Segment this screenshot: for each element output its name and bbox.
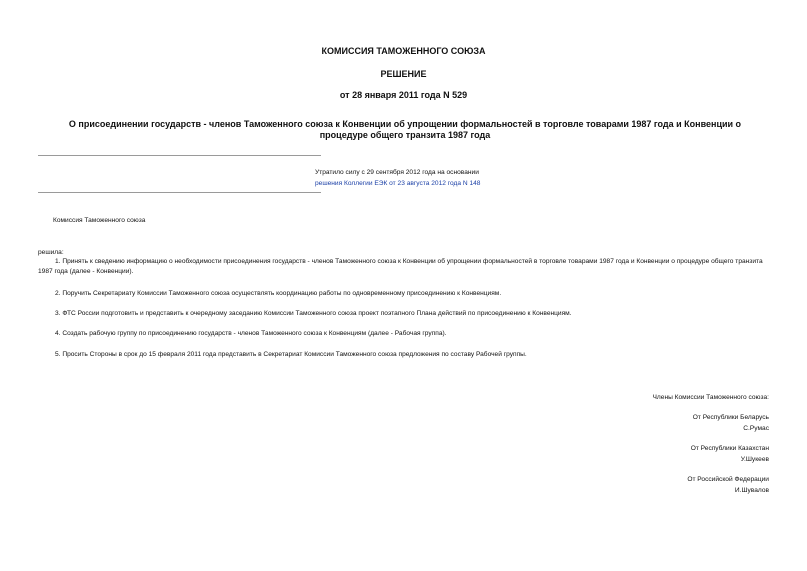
signature-block (691, 443, 769, 465)
signature-name: С.Румас (743, 425, 769, 432)
signature-country: От Республики Беларусь (692, 414, 769, 421)
signatures-heading: Члены Комиссии Таможенного союза: (652, 394, 769, 401)
top-divider (38, 155, 321, 156)
repeal-note-link[interactable]: решения Коллегии ЕЭК от 23 августа 2012 года N 148 (315, 180, 481, 187)
org-heading: КОМИССИЯ ТАМОЖЕННОГО СОЮЗА (321, 46, 486, 56)
decision-item-5: 5. Просить Стороны в срок до 15 февраля 2011 года представить в Секретариат Комиссии Таможенного союза предложения по составу Рабочей группы. (55, 351, 527, 358)
date-line: от 28 января 2011 года N 529 (339, 90, 468, 100)
decision-item-4: 4. Создать рабочую группу по присоединению государств - членов Таможенного союза к Конвенциям (далее - Рабочая группа). (55, 330, 447, 337)
signature-country: От Российской Федерации (687, 476, 769, 483)
issuer-text: Комиссия Таможенного союза (53, 217, 146, 224)
signature-name: У.Шукеев (740, 456, 769, 463)
doc-type-heading: РЕШЕНИЕ (380, 69, 427, 79)
signature-block (687, 474, 769, 496)
repeal-note (315, 167, 480, 189)
bottom-divider (38, 192, 321, 193)
repeal-note-text: Утратило силу с 29 сентября 2012 года на основании (315, 169, 479, 176)
signature-name: И.Шувалов (734, 487, 769, 494)
signature-block (693, 412, 769, 434)
signature-country: От Республики Казахстан (690, 445, 769, 452)
resolved-text: решила: (38, 249, 64, 256)
decision-item-2: 2. Поручить Секретариату Комиссии Таможенного союза осуществлять координацию работы по одновременному присоединению к Конвенциям. (55, 290, 502, 297)
decision-item-1: 1. Принять к сведению информацию о необходимости присоединения государств - членов Таможенного союза к Конвенции об упрощении формальностей в торговле товарами 1987 года и Конвенции о процедуре общего транзита 1987 года (далее - Конвенции). (38, 258, 763, 275)
decision-item-3: 3. ФТС России подготовить и представить к очередному заседанию Комиссии Таможенного союза проект поэтапного Плана действий по присоединению к Конвенциям. (55, 310, 572, 317)
document-title: О присоединении государств - членов Таможенного союза к Конвенции об упрощении формальностей в торговле товарами 1987 года и Конвенции о процедуре общего транзита 1987 года (68, 119, 742, 140)
